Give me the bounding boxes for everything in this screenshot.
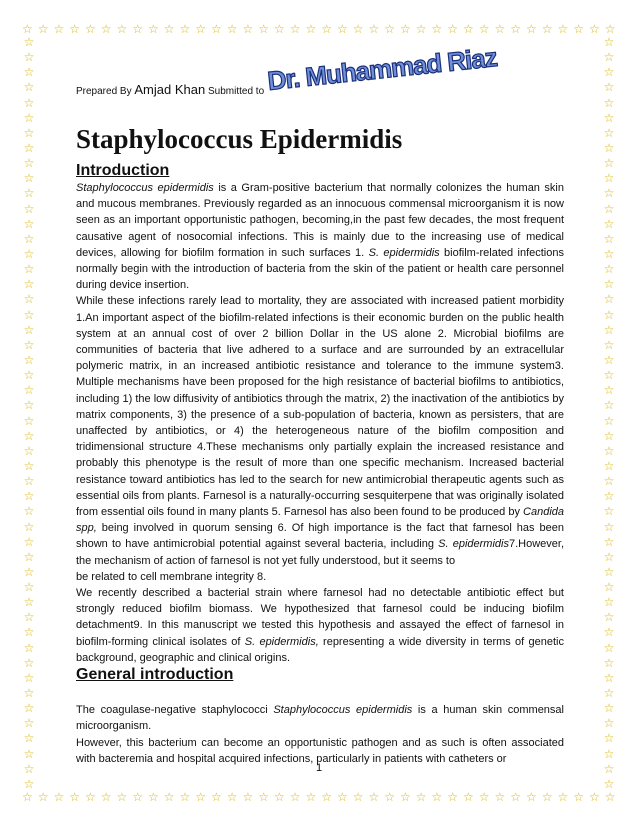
border-star-icon: ☆ [604, 790, 616, 804]
border-star-icon: ☆ [352, 790, 364, 804]
species-name: S. epidermidis, [244, 635, 319, 648]
border-star-icon: ☆ [337, 790, 348, 804]
border-star-icon: ☆ [23, 670, 35, 685]
border-star-icon: ☆ [510, 22, 522, 36]
border-star-icon: ☆ [603, 625, 615, 640]
border-star-icon: ☆ [384, 22, 396, 36]
border-star-icon: ☆ [603, 474, 615, 489]
page-number: 1 [315, 762, 323, 774]
border-star-icon: ☆ [23, 580, 35, 595]
border-star-icon: ☆ [400, 22, 411, 36]
border-star-icon: ☆ [603, 655, 615, 670]
border-star-icon: ☆ [526, 22, 537, 36]
border-star-icon: ☆ [242, 22, 254, 36]
border-star-icon: ☆ [69, 790, 81, 804]
border-star-icon: ☆ [179, 790, 191, 804]
border-star-icon: ☆ [603, 35, 615, 49]
border-star-icon: ☆ [148, 790, 159, 804]
border-star-icon: ☆ [463, 22, 474, 36]
text-run: 7.However, the mechanism of action of farnesol is not yet fully understood, but it seems to [76, 538, 564, 567]
border-star-icon: ☆ [337, 22, 348, 36]
border-star-icon: ☆ [23, 610, 35, 625]
border-star-icon: ☆ [163, 22, 175, 36]
border-star-icon: ☆ [447, 790, 459, 804]
text-run: We recently described a bacterial strain where farnesol had no detectable antibiotic effect but strongly reduced biofilm biomass. We hypothesized that farnesol could be inducing biofilm detachment9. In this manuscript we tested this hypothesis and assayed the effect of farnesol in biofilm-forming clinical isolates of [76, 587, 564, 648]
border-star-icon: ☆ [431, 22, 443, 36]
border-star-icon: ☆ [22, 790, 33, 804]
border-star-icon: ☆ [431, 790, 443, 804]
border-star-icon: ☆ [100, 790, 112, 804]
prepared-by-label: Prepared By [76, 86, 132, 97]
border-star-icon: ☆ [603, 246, 615, 261]
border-star-icon: ☆ [321, 22, 333, 36]
text-run: be related to cell membrane integrity 8. [76, 570, 267, 583]
star-border-top [22, 22, 616, 36]
border-star-icon: ☆ [603, 110, 615, 125]
border-star-icon: ☆ [23, 262, 35, 277]
border-star-icon: ☆ [603, 534, 615, 549]
border-star-icon: ☆ [603, 746, 615, 761]
text-run: is a human skin commensal microorganism. [76, 704, 564, 733]
section-heading-general-introduction: General introduction [76, 666, 234, 684]
border-star-icon: ☆ [23, 776, 35, 791]
border-star-icon: ☆ [195, 790, 207, 804]
border-star-icon: ☆ [603, 564, 615, 579]
border-star-icon: ☆ [603, 595, 615, 610]
border-star-icon: ☆ [23, 231, 35, 246]
border-star-icon: ☆ [321, 790, 333, 804]
species-name: S. epidermidis [368, 246, 440, 259]
border-star-icon: ☆ [526, 790, 537, 804]
border-star-icon: ☆ [603, 716, 615, 731]
border-star-icon: ☆ [23, 761, 35, 776]
border-star-icon: ☆ [23, 701, 35, 716]
border-star-icon: ☆ [23, 443, 35, 458]
border-star-icon: ☆ [603, 776, 615, 791]
border-star-icon: ☆ [603, 610, 615, 625]
recipient-logo-text: Dr. Muhammad Riaz [266, 42, 499, 96]
border-star-icon: ☆ [603, 443, 615, 458]
border-star-icon: ☆ [23, 474, 35, 489]
border-star-icon: ☆ [23, 50, 35, 65]
prepared-by-line [76, 82, 264, 97]
border-star-icon: ☆ [447, 22, 459, 36]
star-border-bottom [22, 790, 616, 804]
border-star-icon: ☆ [23, 125, 35, 140]
document-title: Staphylococcus Epidermidis [76, 124, 403, 154]
border-star-icon: ☆ [226, 22, 238, 36]
border-star-icon: ☆ [603, 322, 615, 337]
border-star-icon: ☆ [274, 790, 285, 804]
border-star-icon: ☆ [132, 790, 144, 804]
border-star-icon: ☆ [603, 670, 615, 685]
text-run: biofilm-related infections normally begin with the introduction of bacteria from the skin of the patient or health care personnel during device insertion. [76, 246, 564, 292]
border-star-icon: ☆ [23, 731, 35, 746]
border-star-icon: ☆ [85, 22, 96, 36]
border-star-icon: ☆ [23, 186, 35, 201]
species-name: Candida spp, [76, 506, 564, 535]
border-star-icon: ☆ [23, 716, 35, 731]
border-star-icon: ☆ [23, 322, 35, 337]
border-star-icon: ☆ [603, 140, 615, 155]
border-star-icon: ☆ [163, 790, 175, 804]
border-star-icon: ☆ [603, 216, 615, 231]
border-star-icon: ☆ [603, 95, 615, 110]
border-star-icon: ☆ [100, 22, 112, 36]
border-star-icon: ☆ [478, 790, 490, 804]
border-star-icon: ☆ [289, 790, 301, 804]
border-star-icon: ☆ [23, 201, 35, 216]
intro-paragraph-2 [76, 293, 564, 568]
border-star-icon: ☆ [23, 549, 35, 564]
border-star-icon: ☆ [557, 22, 569, 36]
border-star-icon: ☆ [603, 519, 615, 534]
border-star-icon: ☆ [23, 746, 35, 761]
border-star-icon: ☆ [211, 790, 222, 804]
text-run: The coagulase-negative staphylococci [76, 704, 274, 717]
border-star-icon: ☆ [541, 790, 553, 804]
border-star-icon: ☆ [603, 761, 615, 776]
general-paragraph-2: However, this bacterium can become an opportunistic pathogen and as such is often associated with bacteremia and hospital acquired infections, particularly in patients with catheters or [76, 736, 564, 765]
border-star-icon: ☆ [603, 156, 615, 171]
border-star-icon: ☆ [22, 22, 33, 36]
border-star-icon: ☆ [23, 564, 35, 579]
spacer [76, 684, 564, 702]
border-star-icon: ☆ [305, 22, 317, 36]
border-star-icon: ☆ [23, 458, 35, 473]
intro-paragraph-1 [76, 180, 564, 293]
border-star-icon: ☆ [23, 352, 35, 367]
border-star-icon: ☆ [23, 110, 35, 125]
species-name: Staphylococcus epidermidis [273, 704, 413, 717]
border-star-icon: ☆ [53, 790, 65, 804]
border-star-icon: ☆ [179, 22, 191, 36]
border-star-icon: ☆ [603, 398, 615, 413]
border-star-icon: ☆ [603, 262, 615, 277]
border-star-icon: ☆ [415, 22, 427, 36]
border-star-icon: ☆ [603, 186, 615, 201]
border-star-icon: ☆ [226, 790, 238, 804]
border-star-icon: ☆ [195, 22, 207, 36]
border-star-icon: ☆ [242, 790, 254, 804]
border-star-icon: ☆ [589, 22, 600, 36]
border-star-icon: ☆ [23, 368, 35, 383]
border-star-icon: ☆ [23, 216, 35, 231]
border-star-icon: ☆ [23, 307, 35, 322]
border-star-icon: ☆ [603, 489, 615, 504]
border-star-icon: ☆ [603, 292, 615, 307]
border-star-icon: ☆ [400, 790, 411, 804]
border-star-icon: ☆ [23, 534, 35, 549]
border-star-icon: ☆ [603, 125, 615, 140]
general-paragraph-1 [76, 702, 564, 734]
border-star-icon: ☆ [23, 595, 35, 610]
border-star-icon: ☆ [37, 790, 49, 804]
border-star-icon: ☆ [603, 65, 615, 80]
author-name: Amjad Khan [134, 82, 206, 97]
document-body [76, 162, 564, 767]
border-star-icon: ☆ [23, 171, 35, 186]
border-star-icon: ☆ [478, 22, 490, 36]
border-star-icon: ☆ [23, 383, 35, 398]
text-run: While these infections rarely lead to mortality, they are associated with increased patient morbidity 1.An important aspect of the biofilm-related infections is their economic burden on the public health system at an annual cost of over 2 billion Dollar in the US alone 2. Microbial biofilms are communities of bacteria that live adhered to a surface and are surrounded by an extracellular polymeric matrix, in an increased antibiotic resistance and tolerance to the immune system3. Multiple mechanisms have been proposed for the high resistance of bacterial biofilms to antibiotics, including 1) the low diffusivity of antibiotics through the matrix, 2) the inactivation of the antibiotics by matrix components, 3) the presence of a sub-population of bacteria, known as persisters, that are unaffected by antibiotics, or 4) the heterogeneous nature of the biofilm composition and tridimensional structure 4.These mechanisms only partially explain the increased resistance and probably this phenotype is the result of more than one specific mechanism. Increased bacterial resistance toward antibiotics has led to the search for new antimicrobial therapeutic agents such as essential oils from plants. Farnesol is a naturally-occurring sesquiterpene that was originally isolated from essential oils found in many plants 5. Farnesol has also been found to be produced by [76, 295, 564, 519]
border-star-icon: ☆ [23, 625, 35, 640]
border-star-icon: ☆ [23, 413, 35, 428]
border-star-icon: ☆ [603, 428, 615, 443]
border-star-icon: ☆ [23, 80, 35, 95]
border-star-icon: ☆ [603, 337, 615, 352]
border-star-icon: ☆ [541, 22, 553, 36]
border-star-icon: ☆ [132, 22, 144, 36]
border-star-icon: ☆ [603, 171, 615, 186]
border-star-icon: ☆ [603, 352, 615, 367]
border-star-icon: ☆ [23, 655, 35, 670]
text-run: is a Gram-positive bacterium that normally colonizes the human skin and mucous membranes. Previously regarded as an innocuous commensal microorganism it is now seen as an important opportunistic pathogen, becoming,in the past few decades, the most frequent causative agent of nosocomial infections. This is mainly due to the increasing use of medical devices, allowing for biofilm formation in such surfaces 1. [76, 182, 564, 259]
border-star-icon: ☆ [258, 790, 270, 804]
border-star-icon: ☆ [603, 80, 615, 95]
border-star-icon: ☆ [415, 790, 427, 804]
border-star-icon: ☆ [603, 50, 615, 65]
border-star-icon: ☆ [23, 489, 35, 504]
border-star-icon: ☆ [23, 428, 35, 443]
border-star-icon: ☆ [603, 686, 615, 701]
border-star-icon: ☆ [603, 504, 615, 519]
border-star-icon: ☆ [148, 22, 159, 36]
border-star-icon: ☆ [603, 201, 615, 216]
border-star-icon: ☆ [23, 686, 35, 701]
border-star-icon: ☆ [368, 790, 380, 804]
border-star-icon: ☆ [603, 731, 615, 746]
border-star-icon: ☆ [603, 307, 615, 322]
border-star-icon: ☆ [116, 22, 128, 36]
star-border-left [22, 36, 36, 790]
border-star-icon: ☆ [23, 246, 35, 261]
intro-paragraph-3 [76, 585, 564, 666]
border-star-icon: ☆ [603, 231, 615, 246]
border-star-icon: ☆ [37, 22, 49, 36]
border-star-icon: ☆ [589, 790, 600, 804]
border-star-icon: ☆ [603, 368, 615, 383]
border-star-icon: ☆ [603, 701, 615, 716]
border-star-icon: ☆ [603, 580, 615, 595]
border-star-icon: ☆ [305, 790, 317, 804]
border-star-icon: ☆ [69, 22, 81, 36]
border-star-icon: ☆ [603, 549, 615, 564]
section-heading-introduction: Introduction [76, 162, 170, 179]
border-star-icon: ☆ [603, 640, 615, 655]
border-star-icon: ☆ [23, 35, 35, 49]
border-star-icon: ☆ [368, 22, 380, 36]
intro-paragraph-2-end [76, 569, 564, 585]
border-star-icon: ☆ [23, 640, 35, 655]
border-star-icon: ☆ [23, 156, 35, 171]
border-star-icon: ☆ [53, 22, 65, 36]
border-star-icon: ☆ [289, 22, 301, 36]
border-star-icon: ☆ [603, 277, 615, 292]
border-star-icon: ☆ [23, 95, 35, 110]
border-star-icon: ☆ [352, 22, 364, 36]
border-star-icon: ☆ [510, 790, 522, 804]
border-star-icon: ☆ [23, 337, 35, 352]
star-border-right [602, 36, 616, 790]
species-name: S. epidermidis [438, 538, 509, 551]
border-star-icon: ☆ [258, 22, 270, 36]
border-star-icon: ☆ [603, 413, 615, 428]
border-star-icon: ☆ [573, 22, 585, 36]
text-run: being involved in quorum sensing 6. Of high importance is the fact that farnesol has been shown to have antimicrobial potential against several bacteria, including [76, 522, 564, 551]
border-star-icon: ☆ [23, 504, 35, 519]
border-star-icon: ☆ [85, 790, 96, 804]
border-star-icon: ☆ [23, 519, 35, 534]
border-star-icon: ☆ [604, 22, 616, 36]
border-star-icon: ☆ [603, 383, 615, 398]
border-star-icon: ☆ [23, 140, 35, 155]
border-star-icon: ☆ [384, 790, 396, 804]
border-star-icon: ☆ [494, 22, 506, 36]
border-star-icon: ☆ [23, 277, 35, 292]
border-star-icon: ☆ [116, 790, 128, 804]
submitted-to-label: Submitted to [207, 86, 265, 97]
border-star-icon: ☆ [573, 790, 585, 804]
recipient-logo [266, 42, 499, 96]
border-star-icon: ☆ [557, 790, 569, 804]
species-name: Staphylococcus epidermidis [76, 182, 214, 194]
border-star-icon: ☆ [211, 22, 222, 36]
text-run: representing a wide diversity in terms of genetic background, geographic and clinical origins. [76, 635, 564, 664]
border-star-icon: ☆ [274, 22, 285, 36]
border-star-icon: ☆ [603, 458, 615, 473]
border-star-icon: ☆ [463, 790, 474, 804]
border-star-icon: ☆ [23, 398, 35, 413]
border-star-icon: ☆ [494, 790, 506, 804]
border-star-icon: ☆ [23, 65, 35, 80]
border-star-icon: ☆ [23, 292, 35, 307]
